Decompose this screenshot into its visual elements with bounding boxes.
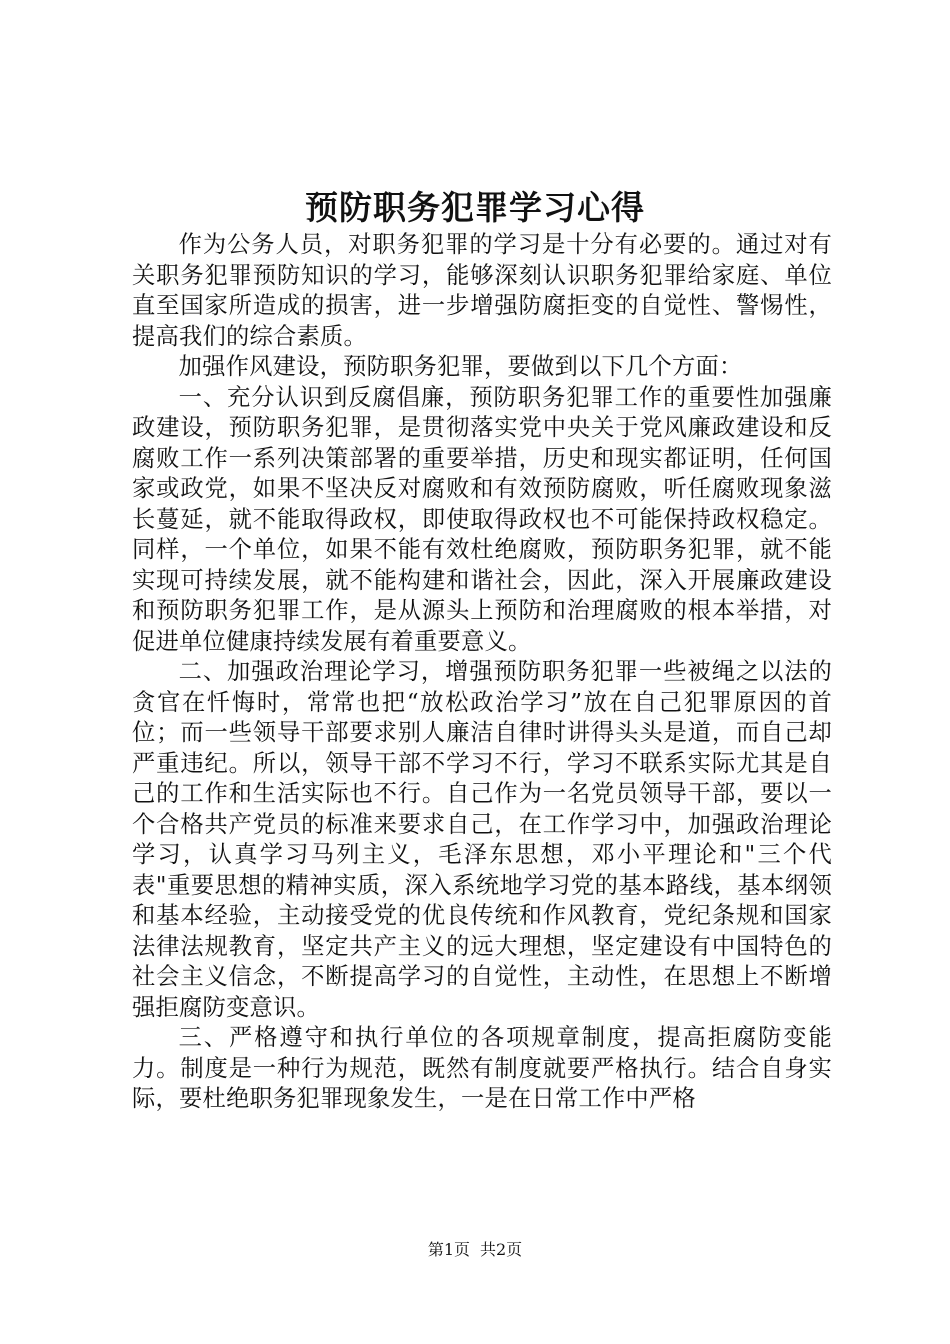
page-number: 第1页 [427,1240,470,1259]
paragraph-point-three: 三、严格遵守和执行单位的各项规章制度，提高拒腐防变能力。制度是一种行为规范，既然有制度就要严格执行。结合自身实际，要杜绝职务犯罪现象发生，一是在日常工作中严格 [132,1024,832,1112]
paragraph-point-two: 二、加强政治理论学习，增强预防职务犯罪一些被绳之以法的贪官在忏悔时，常常也把“放松政治学习”放在自己犯罪原因的首位；而一些领导干部要求别人廉洁自律时讲得头头是道，而自己却严重违纪。所以，领导干部不学习不行，学习不联系实际尤其是自己的工作和生活实际也不行。自己作为一名党员领导干部，要以一个合格共产党员的标准来要求自己，在工作学习中，加强政治理论学习，认真学习马列主义，毛泽东思想，邓小平理论和"三个代表"重要思想的精神实质，深入系统地学习党的基本路线，基本纲领和基本经验，主动接受党的优良传统和作风教育，党纪条规和国家法律法规教育，坚定共产主义的远大理想，坚定建设有中国特色的社会主义信念，不断提高学习的自觉性，主动性，在思想上不断增强拒腐防变意识。 [132,658,832,1021]
page-footer [0,1240,950,1260]
document-body [132,230,832,1115]
paragraph-intro: 作为公务人员，对职务犯罪的学习是十分有必要的。通过对有关职务犯罪预防知识的学习，能够深刻认识职务犯罪给家庭、单位直至国家所造成的损害，进一步增强防腐拒变的自觉性、警惕性，提高我们的综合素质。 [132,231,832,350]
page-total: 共2页 [480,1240,523,1259]
document-title: 预防职务犯罪学习心得 [305,188,645,227]
paragraph-aspects-lead: 加强作风建设，预防职务犯罪，要做到以下几个方面： [178,353,743,380]
paragraph-point-one: 一、充分认识到反腐倡廉，预防职务犯罪工作的重要性加强廉政建设，预防职务犯罪，是贯彻落实党中央关于党风廉政建设和反腐败工作一系列决策部署的重要举措，历史和现实都证明，任何国家或政党，如果不坚决反对腐败和有效预防腐败，听任腐败现象滋长蔓延，就不能取得政权，即使取得政权也不可能保持政权稳定。同样，一个单位，如果不能有效杜绝腐败，预防职务犯罪，就不能实现可持续发展，就不能构建和谐社会，因此，深入开展廉政建设和预防职务犯罪工作，是从源头上预防和治理腐败的根本举措，对促进单位健康持续发展有着重要意义。 [132,383,832,655]
